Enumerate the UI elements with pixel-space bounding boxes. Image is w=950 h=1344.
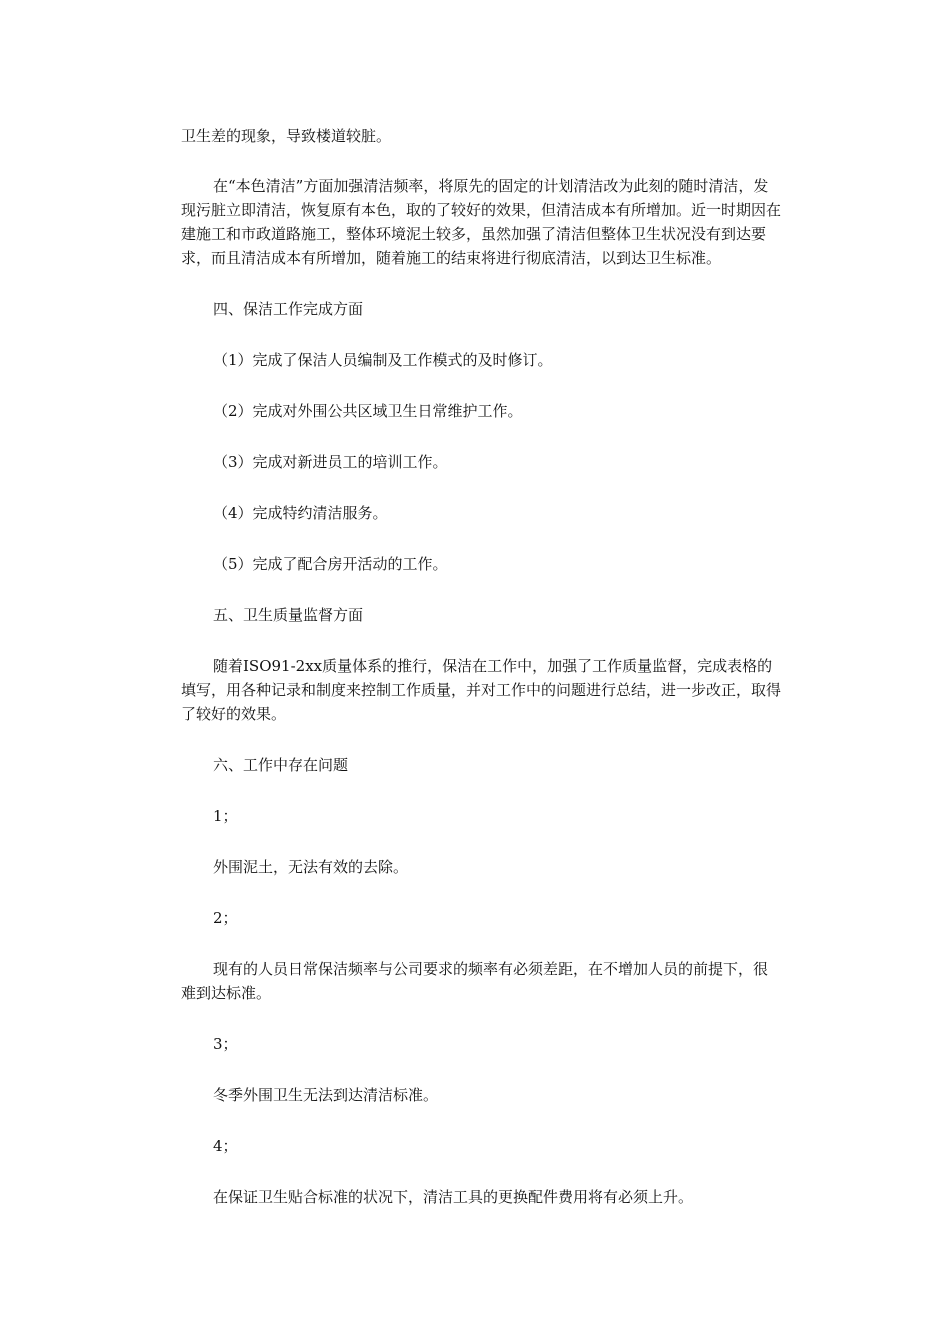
section-heading-6: 六、工作中存在问题	[213, 756, 349, 774]
document-body	[181, 124, 781, 1209]
list-item-5: （5）完成了配合房开活动的工作。	[213, 555, 448, 573]
list-item-4: （4）完成特约清洁服务。	[213, 504, 388, 522]
list-item-3: （3）完成对新进员工的培训工作。	[213, 453, 448, 471]
issue-number-1: 1；	[213, 807, 238, 825]
issue-text-4: 在保证卫生贴合标准的状况下，清洁工具的更换配件费用将有必须上升。	[213, 1188, 694, 1206]
issue-number-4: 4；	[213, 1137, 238, 1155]
issue-text-1: 外围泥土，无法有效的去除。	[213, 858, 409, 876]
issue-text-2: 现有的人员日常保洁频率与公司要求的频率有必须差距，在不增加人员的前提下，很难到达标准。	[181, 960, 769, 1002]
issue-text-3: 冬季外围卫生无法到达清洁标准。	[213, 1086, 439, 1104]
list-item-2: （2）完成对外围公共区域卫生日常维护工作。	[213, 402, 523, 420]
section-heading-4: 四、保洁工作完成方面	[213, 300, 364, 318]
list-item-1: （1）完成了保洁人员编制及工作模式的及时修订。	[213, 351, 553, 369]
section-heading-5: 五、卫生质量监督方面	[213, 606, 364, 624]
issue-number-2: 2；	[213, 909, 238, 927]
issue-number-3: 3；	[213, 1035, 238, 1053]
paragraph-quality: 随着ISO91-2xx质量体系的推行，保洁在工作中，加强了工作质量监督，完成表格的填写，用各种记录和制度来控制工作质量，并对工作中的问题进行总结，进一步改正，取得了较好的效果。	[181, 657, 782, 723]
paragraph-continuation: 卫生差的现象，导致楼道较脏。	[181, 127, 392, 145]
paragraph-color-cleaning: 在“本色清洁”方面加强清洁频率，将原先的固定的计划清洁改为此刻的随时清洁，发现污脏立即清洁，恢复原有本色，取的了较好的效果，但清洁成本有所增加。近一时期因在建施工和市政道路施工，整体环境泥土较多，虽然加强了清洁但整体卫生状况没有到达要求，而且清洁成本有所增加，随着施工的结束将进行彻底清洁，以到达卫生标准。	[181, 177, 782, 267]
